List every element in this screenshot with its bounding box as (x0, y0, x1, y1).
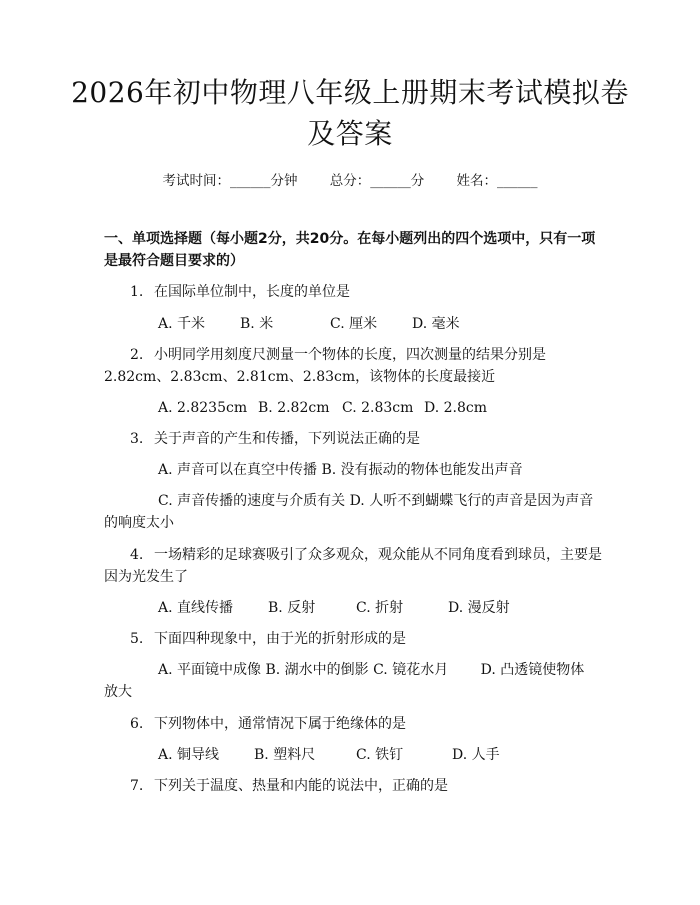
question-3-options-2 (104, 490, 602, 534)
question-7 (104, 775, 602, 797)
options-ab: A. 声音可以在真空中传播 B. 没有振动的物体也能发出声音 (158, 462, 523, 478)
question-text: 关于声音的产生和传播，下列说法正确的是 (154, 431, 420, 447)
question-6-options (104, 744, 602, 766)
question-text-cont: 因为光发生了 (104, 569, 188, 585)
option-a: A. 直线传播 (158, 600, 234, 616)
option-c: C. 折射 (356, 600, 404, 616)
question-number: 6. (130, 716, 144, 732)
exam-meta (0, 169, 700, 189)
question-6 (104, 713, 602, 735)
question-number: 7. (130, 778, 144, 794)
option-d: D. 漫反射 (448, 600, 510, 616)
options-line: A. 平面镜中成像 B. 湖水中的倒影 C. 镜花水月 D. 凸透镜使物体 (158, 662, 585, 678)
option-b: B. 反射 (268, 600, 316, 616)
question-1 (104, 281, 602, 303)
exam-time: 考试时间：______分钟 (162, 173, 298, 189)
question-number: 5. (130, 631, 144, 647)
option-b: B. 米 (240, 316, 274, 332)
options-cd: C. 声音传播的速度与介质有关 D. 人听不到蝴蝶飞行的声音是因为声音 (158, 493, 594, 509)
section-heading-line-1: 一、单项选择题（每小题2分，共20分。在每小题列出的四个选项中，只有一项 (104, 231, 596, 247)
section-heading (104, 228, 604, 272)
title-line-1: 2026年初中物理八年级上册期末考试模拟卷 (71, 76, 629, 109)
option-a: A. 2.8235cm (158, 400, 248, 416)
option-b: B. 2.82cm (258, 400, 330, 416)
option-b: B. 塑料尺 (254, 747, 316, 763)
exam-title (60, 72, 640, 154)
question-text: 在国际单位制中，长度的单位是 (154, 284, 350, 300)
student-name: 姓名：______ (456, 173, 538, 189)
exam-total-score: 总分：______分 (329, 173, 425, 189)
option-c: C. 2.83cm (342, 400, 414, 416)
option-d: D. 2.8cm (424, 400, 488, 416)
question-number: 1. (130, 284, 144, 300)
question-1-options (104, 313, 602, 335)
question-text: 下面四种现象中，由于光的折射形成的是 (154, 631, 406, 647)
question-3-options-1 (104, 459, 602, 481)
option-a: A. 千米 (158, 316, 206, 332)
section-heading-line-2: 是最符合题目要求的） (104, 253, 244, 269)
option-d: D. 人手 (452, 747, 500, 763)
option-a: A. 铜导线 (158, 747, 220, 763)
question-number: 2. (130, 347, 144, 363)
question-text: 下列物体中，通常情况下属于绝缘体的是 (154, 716, 406, 732)
question-5-options (104, 659, 602, 703)
option-d: D. 毫米 (412, 316, 460, 332)
question-2-options (104, 397, 602, 419)
question-5 (104, 628, 602, 650)
question-text-cont: 2.82cm、2.83cm、2.81cm、2.83cm，该物体的长度最接近 (104, 369, 496, 385)
question-text: 小明同学用刻度尺测量一个物体的长度，四次测量的结果分别是 (154, 347, 546, 363)
question-4 (104, 544, 602, 588)
option-c: C. 厘米 (330, 316, 378, 332)
question-text: 下列关于温度、热量和内能的说法中，正确的是 (154, 778, 448, 794)
question-4-options (104, 597, 602, 619)
question-number: 3. (130, 431, 144, 447)
option-c: C. 铁钉 (356, 747, 404, 763)
title-line-2: 及答案 (307, 117, 393, 150)
question-2 (104, 344, 602, 388)
question-text: 一场精彩的足球赛吸引了众多观众，观众能从不同角度看到球员，主要是 (154, 547, 602, 563)
question-3 (104, 428, 602, 450)
question-number: 4. (130, 547, 144, 563)
options-cd-cont: 的响度太小 (104, 515, 174, 531)
options-line-cont: 放大 (104, 684, 132, 700)
